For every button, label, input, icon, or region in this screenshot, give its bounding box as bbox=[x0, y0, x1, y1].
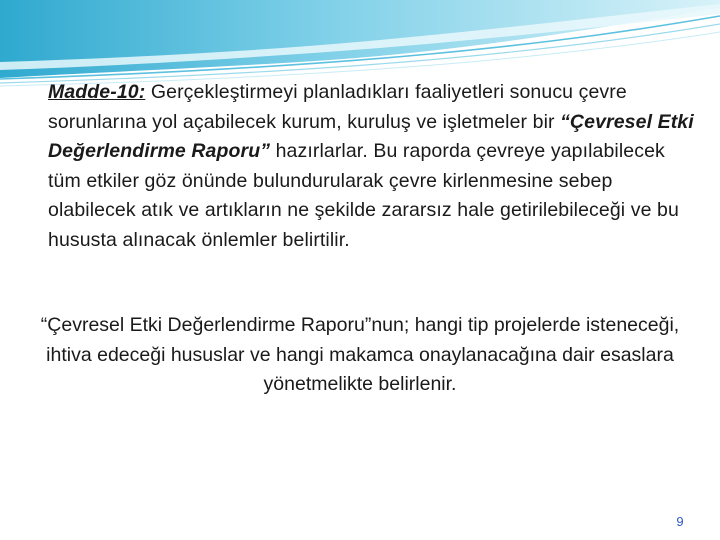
report-name: “Çevresel Etki Değerlendirme Raporu” bbox=[48, 110, 694, 162]
regulation-note: “Çevresel Etki Değerlendirme Raporu”nun; hangi tip projelerde isteneceği, ihtiva edeceği hususlar ve hangi makamca onaylanacağına dair esaslara yönetmelikte belirlenir. bbox=[40, 314, 680, 395]
article-paragraph bbox=[48, 78, 698, 255]
article-text-after: hazırlarlar. Bu raporda çevreye yapılabilecek tüm etkiler göz önünde bulundurularak çevre kirlenmesine sebep olabilecek atık ve artıkların ne şekilde zararsız hale getirilebileceği ve bu hususta alınacak önlemler belirtilir. bbox=[48, 140, 679, 251]
wave-band bbox=[0, 0, 720, 78]
page-number: 9 bbox=[676, 514, 684, 529]
header-wave-decoration bbox=[0, 0, 720, 90]
article-text-before: Gerçekleştirmeyi planladıkları faaliyetleri sonucu çevre sorunlarına yol açabilecek kurum, kuruluş ve işletmeler bir bbox=[48, 81, 627, 133]
article-number: Madde-10: bbox=[48, 81, 146, 103]
